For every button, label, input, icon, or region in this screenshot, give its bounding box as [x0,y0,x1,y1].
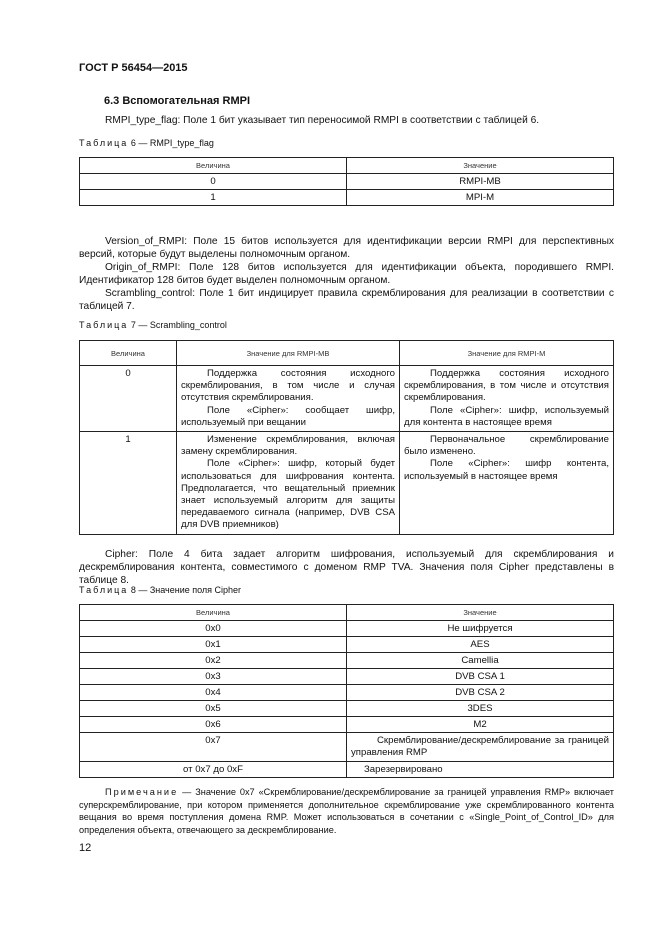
caption-label: Таблица [79,585,129,595]
caption-label: Таблица [79,138,129,148]
cell: Не шифруется [347,621,614,637]
cell: 0x2 [80,653,347,669]
cell: 0x5 [80,701,347,717]
caption-text: 8 — Значение поля Cipher [130,585,242,595]
paragraph-text: Cipher: Поле 4 бита задает алгоритм шифрования, используемый для скремблирования и дескремблирования контента, совместимого с доменом RMP TVA. Значения поля Cipher представлены в таблице 8. [79,549,614,586]
cell: MPI-M [347,190,614,206]
table6-caption [79,138,614,148]
paragraph-text: RMPI_type_flag: Поле 1 бит указывает тип переносимой RMPI в соответствии с таблицей 6. [105,115,540,126]
cell-text: Поле «Cipher»: сообщает шифр, используемый при вещании [181,404,395,428]
cell-text: Поддержка состояния исходного скремблирования, в том числе и случая отсутствия скремблирования. [181,368,395,404]
cell-text: Поддержка состояния исходного скремблирования, в том числе и отсутствия скремблирования. [404,368,609,404]
caption-text: 6 — RMPI_type_flag [130,138,214,148]
table-row [80,717,614,733]
paragraph-origin: Origin_of_RMPI: Поле 128 битов используется для идентификации объекта, породившего RMPI. Идентификатор 128 битов будет выделен полномочным органом. [79,262,614,286]
cell: 0x1 [80,637,347,653]
paragraph-version: Version_of_RMPI: Поле 15 битов используется для идентификации версии RMPI для перспективных версий, которые будут выделены полномочным органом. [79,236,614,260]
note-label: Примечание [105,787,179,797]
cell: DVB CSA 1 [347,669,614,685]
table7-caption [79,320,614,330]
column-header: Значение [347,158,614,174]
paragraph-cipher [79,548,614,587]
cell: DVB CSA 2 [347,685,614,701]
cell-text: Скремблирование/дескремблирование за границей управления RMP [351,735,609,759]
cell: RMPI-MB [347,174,614,190]
note-text: — Значение 0x7 «Скремблирование/дескремблирование за границей управления RMP» включает суперскремблирование, при котором применяется дополнительное скремблирование уже скремблированного контента вещания во время поступления домена RMP. Может использоваться в сочетании с «Single_Point_of_Control_ID» для определения объекта, отвечающего за дескремблирование. [79,787,614,835]
cell: M2 [347,717,614,733]
table8-caption [79,585,614,595]
cell-text: Поле «Cipher»: шифр контента, используемый в настоящее время [404,458,609,482]
document-header: ГОСТ Р 56454—2015 [79,62,188,74]
cell: 0x3 [80,669,347,685]
cell: 1 [80,190,347,206]
table6 [79,157,614,206]
caption-text: 7 — Scrambling_control [130,320,227,330]
cell: 0x7 [80,733,347,762]
cell: 0x6 [80,717,347,733]
cell: 0x0 [80,621,347,637]
cell: Camellia [347,653,614,669]
column-header: Значение для RMPI-M [400,341,614,366]
section-title: 6.3 Вспомогательная RMPI [104,95,251,107]
table-row [80,366,614,432]
table8 [79,604,614,778]
paragraph-scrambling: Scrambling_control: Поле 1 бит индицирует правила скремблирования для реализации в соответствии с таблицей 7. [79,288,614,312]
table-row [80,432,614,535]
table-row [80,685,614,701]
cell: 0 [80,366,177,432]
cell: 0x4 [80,685,347,701]
column-header: Значение [347,605,614,621]
cell-text: Изменение скремблирования, включая замену скремблирования. [181,434,395,458]
cell-text: Поле «Cipher»: шифр, используемый для контента в настоящее время [404,404,609,428]
table-note [79,786,614,836]
caption-label: Таблица [79,320,129,330]
page-number: 12 [79,842,92,854]
table7 [79,340,614,535]
cell: AES [347,637,614,653]
table-row [80,733,614,762]
table-row [80,762,614,778]
column-header: Величина [80,341,177,366]
table-row [80,174,614,190]
column-header: Значение для RMPI-MB [177,341,400,366]
cell-text: Поле «Cipher»: шифр, который будет использоваться для шифрования контента. Предполагается, что вещательный приемник знает используемый алгоритм для защиты передаваемого сигнала (например, DVB CSA для DVB приемников) [181,458,395,531]
table-row [80,190,614,206]
cell [400,366,614,432]
table-row [80,621,614,637]
cell [347,733,614,762]
paragraphs-fields [79,235,614,313]
table-row [80,701,614,717]
cell: от 0x7 до 0xF [80,762,347,778]
cell [177,432,400,535]
cell: 0 [80,174,347,190]
column-header: Величина [80,605,347,621]
cell [400,432,614,535]
cell: 3DES [347,701,614,717]
table-row [80,637,614,653]
cell [177,366,400,432]
table-row [80,653,614,669]
cell: Зарезервировано [347,762,614,778]
cell-text: Первоначальное скремблирование было изменено. [404,434,609,458]
table-row [80,669,614,685]
paragraph-rmpi-type-flag [79,114,614,127]
cell: 1 [80,432,177,535]
column-header: Величина [80,158,347,174]
